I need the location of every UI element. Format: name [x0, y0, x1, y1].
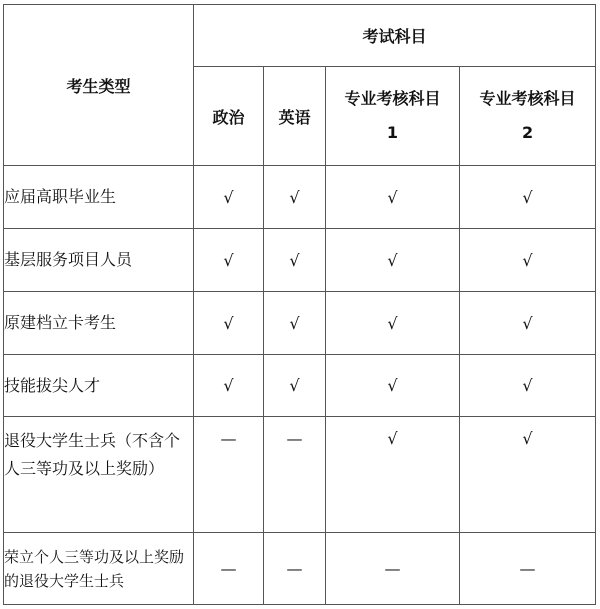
row-label: 荣立个人三等功及以上奖励的退役大学生士兵 — [4, 533, 194, 605]
header-exam-subjects: 考试科目 — [194, 5, 596, 67]
cell-politics: √ — [194, 292, 264, 355]
cell-professional-2: √ — [460, 292, 596, 355]
row-label: 基层服务项目人员 — [4, 229, 194, 292]
table-row — [4, 355, 596, 417]
cell-politics: √ — [194, 355, 264, 417]
cell-professional-1: √ — [326, 417, 460, 533]
cell-professional-1: √ — [326, 166, 460, 229]
cell-professional-1: √ — [326, 355, 460, 417]
header-row-top — [4, 5, 596, 67]
exam-subjects-table — [3, 4, 596, 605]
cell-professional-2: √ — [460, 417, 596, 533]
header-professional-2-title: 专业考核科目 — [479, 89, 576, 108]
cell-english: √ — [264, 229, 326, 292]
table-row — [4, 229, 596, 292]
header-candidate-type: 考生类型 — [4, 5, 194, 166]
cell-professional-1: — — [326, 533, 460, 605]
table-row — [4, 417, 596, 533]
table-row — [4, 166, 596, 229]
cell-english: √ — [264, 355, 326, 417]
cell-professional-2: √ — [460, 355, 596, 417]
cell-professional-1: √ — [326, 292, 460, 355]
cell-professional-2: √ — [460, 166, 596, 229]
header-english: 英语 — [264, 67, 326, 166]
cell-professional-2: — — [460, 533, 596, 605]
table-row — [4, 292, 596, 355]
cell-politics: √ — [194, 229, 264, 292]
header-professional-1-number: 1 — [386, 123, 399, 142]
header-professional-2 — [460, 67, 596, 166]
row-label: 技能拔尖人才 — [4, 355, 194, 417]
cell-politics: — — [194, 417, 264, 533]
row-label: 退役大学生士兵（不含个人三等功及以上奖励） — [4, 417, 194, 533]
cell-professional-2: √ — [460, 229, 596, 292]
cell-english: √ — [264, 166, 326, 229]
header-professional-1-title: 专业考核科目 — [344, 89, 441, 108]
cell-politics: √ — [194, 166, 264, 229]
table-row — [4, 533, 596, 605]
row-label: 应届高职毕业生 — [4, 166, 194, 229]
cell-english: — — [264, 417, 326, 533]
row-label: 原建档立卡考生 — [4, 292, 194, 355]
header-professional-1 — [326, 67, 460, 166]
header-politics: 政治 — [194, 67, 264, 166]
cell-professional-1: √ — [326, 229, 460, 292]
cell-english: — — [264, 533, 326, 605]
cell-politics: — — [194, 533, 264, 605]
header-professional-2-number: 2 — [521, 123, 534, 142]
cell-english: √ — [264, 292, 326, 355]
